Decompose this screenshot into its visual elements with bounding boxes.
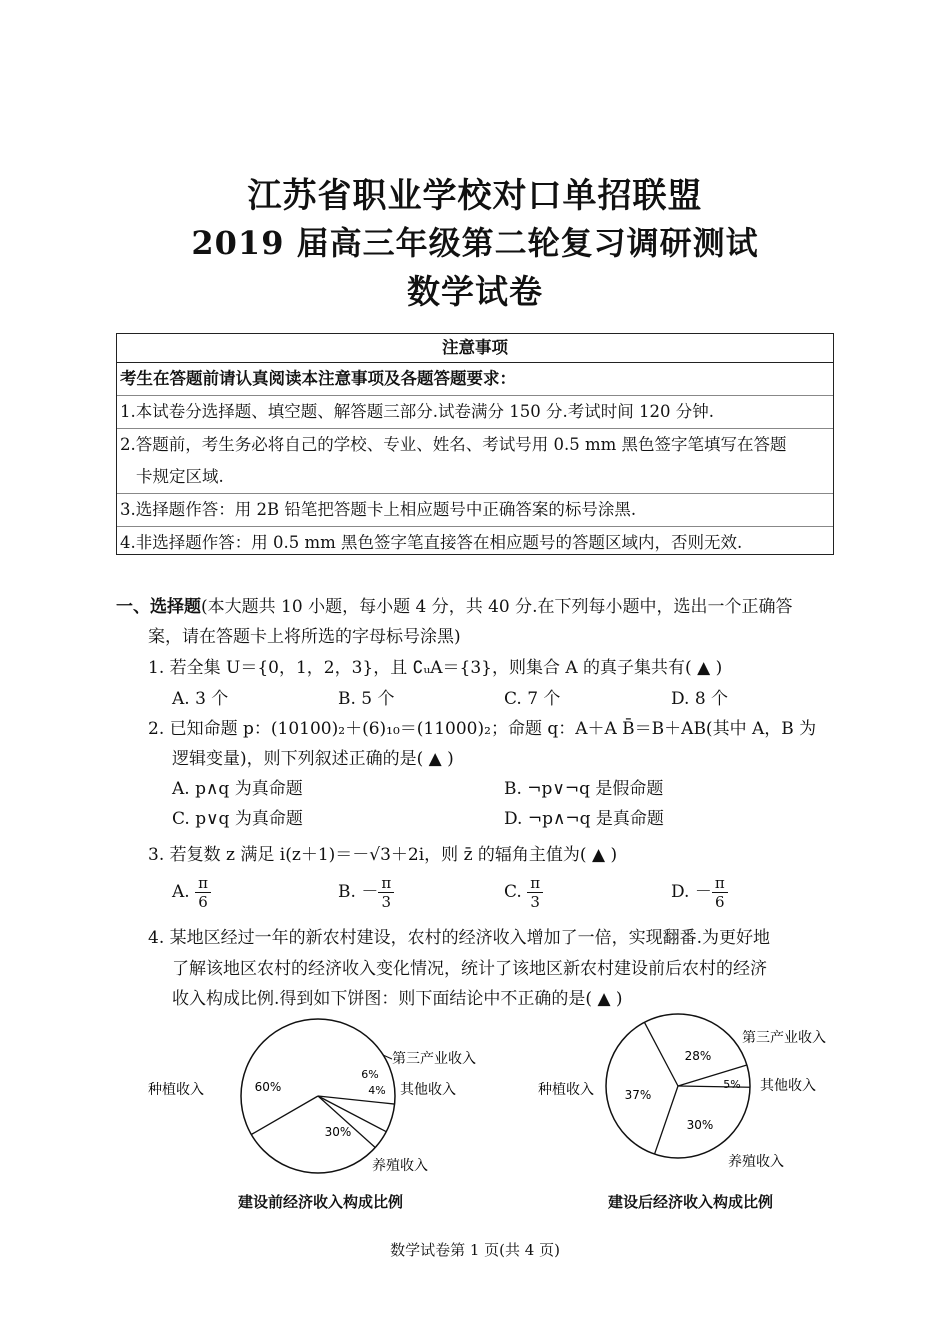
exam-org-title: 江苏省职业学校对口单招联盟 <box>247 176 703 216</box>
question-3-option-c <box>504 874 543 911</box>
fraction-denominator: 6 <box>198 893 208 911</box>
pie-slice-boundary <box>655 1086 678 1154</box>
question-2-stem-cont: 逻辑变量)，则下列叙述正确的是( ▲ ) <box>172 749 454 769</box>
exam-subject-title: 数学试卷 <box>407 272 543 311</box>
legend-label: 种植收入 <box>148 1082 204 1098</box>
slice-value-label: 30% <box>686 1118 714 1132</box>
option-sign: － <box>694 882 712 902</box>
page-footer: 数学试卷第 1 页(共 4 页) <box>390 1241 560 1259</box>
fraction-denominator: 6 <box>715 893 725 911</box>
option-label: D. <box>671 882 690 902</box>
option-sign: － <box>361 882 379 902</box>
slice-value-label: 6% <box>361 1068 379 1081</box>
legend-label: 其他收入 <box>400 1082 456 1098</box>
question-2-stem: 2. 已知命题 p：(10100)₂＋(6)₁₀＝(11000)₂；命题 q：A＋A B̄＝B＋AB(其中 A，B 为 <box>148 719 817 739</box>
question-1-option-d: D. 8 个 <box>671 689 729 709</box>
pie-slice-boundary <box>644 1022 678 1086</box>
slice-value-label: 37% <box>624 1088 652 1102</box>
section-description: (本大题共 10 小题，每小题 4 分，共 40 分.在下列每小题中，选出一个正确答 <box>201 597 793 617</box>
option-label: C. <box>504 882 522 902</box>
notice-item-3: 3.选择题作答：用 2B 铅笔把答题卡上相应题号中正确答案的标号涂黑. <box>117 494 833 527</box>
section-description-cont: 案，请在答题卡上将所选的字母标号涂黑) <box>148 627 461 647</box>
fraction-numerator: π <box>712 874 728 893</box>
legend-label: 养殖收入 <box>372 1158 428 1174</box>
legend-label: 第三产业收入 <box>742 1030 826 1046</box>
slice-value-label: 60% <box>254 1080 282 1094</box>
pie-chart-before <box>148 1018 480 1178</box>
notice-item-2 <box>117 429 833 494</box>
slice-value-label: 28% <box>684 1049 712 1063</box>
slice-value-label: 5% <box>723 1078 741 1091</box>
question-3-option-d <box>671 874 728 911</box>
question-3-stem: 3. 若复数 z 满足 i(z＋1)＝－√3＋2i，则 z̄ 的辐角主值为( ▲ ) <box>148 845 618 865</box>
fraction <box>527 874 543 911</box>
question-4-stem-cont-1: 了解该地区农村的经济收入变化情况，统计了该地区新农村建设前后农村的经济 <box>172 959 767 979</box>
notice-heading: 注意事项 <box>117 334 833 363</box>
fraction-numerator: π <box>378 874 394 893</box>
fraction-numerator: π <box>527 874 543 893</box>
question-2-option-c: C. p∨q 为真命题 <box>172 809 303 829</box>
fraction <box>195 874 211 911</box>
question-2-option-a: A. p∧q 为真命题 <box>172 779 303 799</box>
question-3-option-b <box>338 874 394 911</box>
slice-value-label: 4% <box>368 1084 386 1097</box>
notice-intro: 考生在答题前请认真阅读本注意事项及各题答题要求： <box>117 363 833 396</box>
exam-round-title: 2019 届高三年级第二轮复习调研测试 <box>191 224 759 262</box>
notice-item-2-line-b: 卡规定区域. <box>136 467 224 486</box>
question-4-stem-cont-2: 收入构成比例.得到如下饼图：则下面结论中不正确的是( ▲ ) <box>172 989 623 1009</box>
question-1-option-c: C. 7 个 <box>504 689 561 709</box>
fraction-numerator: π <box>195 874 211 893</box>
legend-label: 养殖收入 <box>728 1154 784 1170</box>
pie-slice-boundary <box>251 1096 318 1135</box>
fraction <box>712 874 728 911</box>
fraction-denominator: 3 <box>530 893 540 911</box>
chart-caption-before: 建设前经济收入构成比例 <box>238 1193 404 1211</box>
fraction-denominator: 3 <box>381 893 392 911</box>
question-4-stem: 4. 某地区经过一年的新农村建设，农村的经济收入增加了一倍，实现翻番.为更好地 <box>148 928 771 948</box>
option-label: A. <box>172 882 190 902</box>
notice-item-2-line-a: 2.答题前，考生务必将自己的学校、专业、姓名、考试号用 0.5 mm 黑色签字笔填写在答题 <box>120 435 787 454</box>
notice-item-1: 1.本试卷分选择题、填空题、解答题三部分.试卷满分 150 分.考试时间 120 分钟. <box>117 396 833 429</box>
pie-chart-after <box>530 1012 850 1182</box>
section-title: 一、选择题 <box>116 597 201 617</box>
fraction <box>378 874 394 911</box>
notice-box <box>116 333 834 555</box>
question-1-option-b: B. 5 个 <box>338 689 395 709</box>
question-1-option-a: A. 3 个 <box>172 689 229 709</box>
pie-slice-boundary <box>318 1096 395 1104</box>
legend-label: 种植收入 <box>538 1082 594 1098</box>
question-3-option-a <box>172 874 211 911</box>
question-2-option-d: D. ¬p∧¬q 是真命题 <box>504 809 664 829</box>
chart-caption-after: 建设后经济收入构成比例 <box>608 1193 774 1211</box>
option-label: B. <box>338 882 356 902</box>
legend-label: 其他收入 <box>760 1078 816 1094</box>
slice-value-label: 30% <box>324 1125 352 1139</box>
question-1-stem: 1. 若全集 U＝{0，1，2，3}，且 ∁ᵤA＝{3}，则集合 A 的真子集共有( ▲ ) <box>148 658 723 678</box>
section-heading-line <box>116 592 793 617</box>
legend-label: 第三产业收入 <box>392 1051 476 1067</box>
question-2-option-b: B. ¬p∨¬q 是假命题 <box>504 779 664 799</box>
notice-item-4: 4.非选择题作答：用 0.5 mm 黑色签字笔直接答在相应题号的答题区域内，否则无效. <box>120 533 743 552</box>
